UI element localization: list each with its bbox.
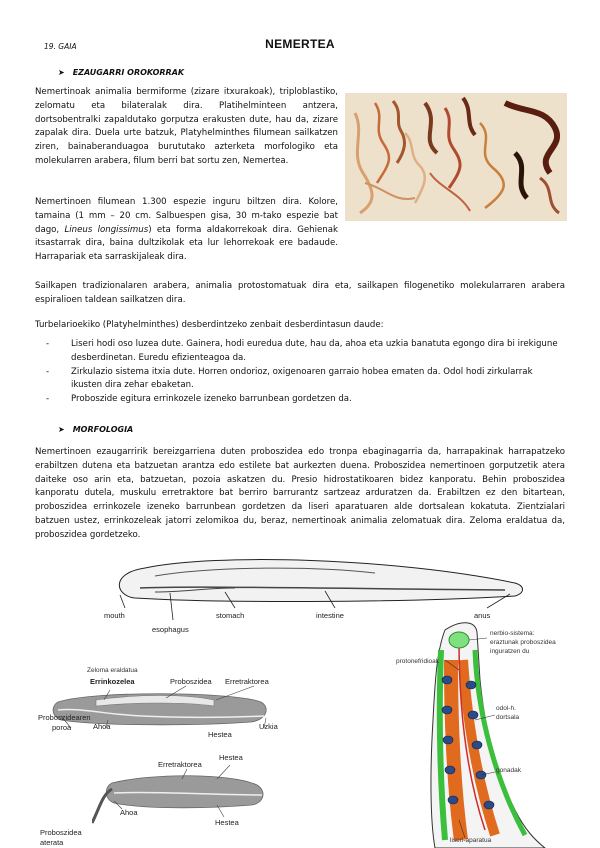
label-errinkozelea: Errinkozelea [90, 677, 135, 686]
list-item: - Proboszide egitura errinkozele izeneko barrunbean gordetzen da. [35, 393, 565, 407]
list-item: - Liseri hodi oso luzea dute. Gainera, hodi euredua dute, hau da, ahoa eta uzkia banatuta egongo dira bi irekigune desberdinetan. Euredu efizienteagoa da. [35, 338, 565, 366]
paragraph-classification: Sailkapen tradizionalaren arabera, animalia protostomatuak dira eta, sailkapen filogenetiko molekularraren arabera espiralioen taldean sailkatzen dira. [35, 281, 565, 305]
label-nerbio-2: eraztunak proboszidea [490, 639, 556, 646]
label-hestea-3: Hestea [215, 818, 239, 827]
label-mouth: mouth [104, 611, 125, 620]
page-title: NEMERTEA [265, 37, 335, 51]
label-hestea-2: Hestea [219, 753, 243, 762]
label-erretraktorea: Erretraktorea [225, 677, 269, 686]
nemertean-worms-photo [345, 93, 567, 221]
paragraph-intro: Nemertinoak animalia bermiforme (zizare itxurakoak), triploblastiko, zelomatu eta bilateralak dira. Platihelminteen antzera, dortsobentralki zapaldutako gorputza erakusten dute, hau da, zizare zapalak dira. Duela urte batzuk, Platyhelminthes filumean sailkatzen ziren, bainaberanduagoa burututako azterketa morfologiko eta molekularren arabera, filum berri bat sortu zen, Nemertea. [35, 87, 338, 166]
label-anus: anus [474, 611, 491, 620]
label-nerbio-1: nerbio-sistema: [490, 630, 535, 637]
label-intestine: intestine [316, 611, 344, 620]
section-heading-ezaugarriak: ➤ EZAUGARRI OROKORRAK [58, 68, 185, 77]
arrow-bullet-icon: ➤ [58, 68, 65, 77]
label-hestea: Hestea [208, 730, 232, 739]
label-stomach: stomach [216, 611, 245, 620]
paragraph-differences-intro: Turbelarioekiko (Platyhelminthes) desberdintzeko zenbait desberdintasun daude: [35, 320, 384, 330]
label-odol-1: odol-h. [496, 705, 516, 712]
label-nerbio-3: inguratzen du [490, 648, 530, 655]
label-proboszidea: Proboszidea [170, 677, 212, 686]
label-aterata-1: Proboszidea [40, 828, 82, 837]
section-heading-morfologia: ➤ MORFOLOGIA [58, 425, 134, 434]
list-item: - Zirkulazio sistema itxia dute. Horren ondorioz, oxigenoaren garraio hobea ematen da. Odol hodi zirkularrak ikusten dira zehar ebaketan. [35, 366, 565, 394]
arrow-bullet-icon: ➤ [58, 425, 65, 434]
label-ahoa-2: Ahoa [120, 808, 138, 817]
species-name: Lineus longissimus [64, 224, 149, 235]
label-liseri: liseri-aparatua [450, 837, 492, 844]
label-esophagus: esophagus [152, 625, 189, 634]
label-poroa-1: Proboszidearen [38, 713, 91, 722]
label-protonefridioak: protonefridioak [396, 658, 439, 665]
proboscis-everted-diagram [92, 765, 277, 830]
label-zeloma: Zeloma eraldatua [87, 667, 138, 674]
differences-list [35, 338, 565, 407]
paragraph-species: Nemertinoen filumean 1.300 espezie inguru biltzen dira. Kolore, tamaina (1 mm – 20 cm. Salbuespen gisa, 30 m-tako espezie bat dago, Lineus longissimus) eta forma aldakorrekoak dira. Gehienak itsastarrak dira, baina dultzikolak eta lur lehorrekoak ere badaude. Harrapariak eta sarraskijaleak dira. [35, 197, 338, 263]
label-uzkia: Uzkia [259, 722, 278, 731]
paragraph-morphology: Nemertinoen ezaugarririk bereizgarriena duten proboszidea edo tronpa ebaginagarria da, harrapakinak harrapatzeko erabiltzen dutena eta batzuetan arantza edo estilete bat aurkezten duena. Proboszidea nemertinoen gorputzetik atera daiteke oso arin eta, batzuetan, pozoia askatzen du. Presio hidrostatikoaren bidez kanporatu. Behin proboszidea kanporatu dutela, muskulu erretraktore bat berriro barrurantz sartzeaz arduratzen da. Erabiltzen ez den bitartean, proboszidea errinkozele izeneko barrunbean gordetzen da liseri aparatuaren alde dortsalean kokatuta. Zientzialari batzuen ustez, errinkozeleak jatorri zelomikoa du, beraz, nemertinoak animalia zelomatuak dira. Zeloma eraldatua da, proboszidea gordetzeko. [35, 447, 565, 540]
label-gonadak: gonadak [496, 767, 521, 774]
label-erretraktorea-2: Erretraktorea [158, 760, 202, 769]
label-aterata-2: aterata [40, 838, 64, 847]
label-poroa-2: poroa [52, 723, 72, 732]
label-odol-2: dortsala [496, 714, 520, 721]
chapter-number: 19. GAIA [44, 42, 77, 51]
proboscis-retracted-diagram [36, 680, 281, 740]
label-ahoa: Ahoa [93, 722, 111, 731]
